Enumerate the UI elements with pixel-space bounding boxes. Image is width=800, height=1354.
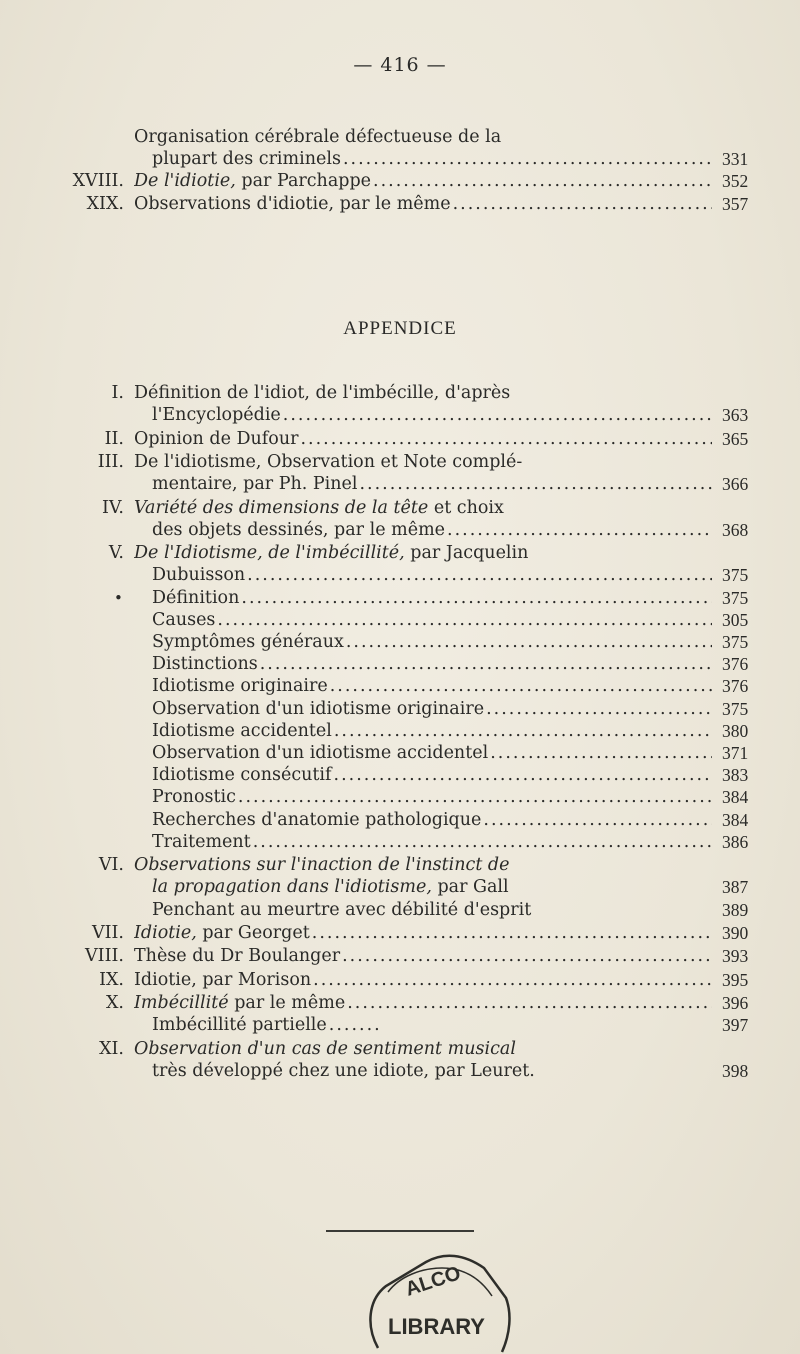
toc-entry-text: Définition de l'idiot, de l'imbécille, d'après [134, 383, 511, 403]
dot-leader [258, 653, 712, 675]
toc-line [0, 675, 800, 697]
dot-leader [281, 404, 712, 426]
dot-leader [251, 831, 712, 853]
toc-line [0, 922, 800, 944]
toc-entry-italic: la propagation dans l'idiotisme, [152, 877, 432, 898]
toc-entry-text: Symptômes généraux [152, 632, 344, 652]
toc-bullet: • [114, 588, 123, 607]
toc-page-number: 397 [722, 1015, 749, 1036]
toc-entry-text: Imbécillité par le même [134, 993, 346, 1014]
toc-entry-text: plupart des criminels [152, 149, 341, 170]
toc-entry-italic: Imbécillité [134, 993, 229, 1014]
toc-line [0, 992, 800, 1014]
dot-leader [239, 587, 712, 609]
toc-entry-text: Idiotisme consécutif [152, 765, 332, 786]
toc-entry-text: Pronostic [152, 787, 236, 808]
toc-page-number: 398 [722, 1061, 749, 1081]
toc-entry-italic: Observations sur l'inaction de l'instinct de [134, 855, 510, 876]
dot-leader [451, 193, 712, 215]
toc-entry-text: la propagation dans l'idiotisme, par Gall [152, 877, 509, 898]
dot-leader [245, 564, 712, 586]
toc-page-number: 375 [722, 587, 749, 608]
toc-line [0, 899, 800, 921]
toc-page-number: 386 [722, 831, 749, 852]
dot-leader [345, 992, 712, 1014]
toc-entry-text: Idiotisme accidentel [152, 720, 332, 741]
toc-numeral: VII. [91, 923, 124, 943]
toc-entry-text: Observations d'idiotie, par le même [134, 193, 451, 214]
toc-line [0, 170, 800, 192]
toc-line [0, 473, 800, 495]
toc-entry-italic: Idiotie, [134, 923, 197, 943]
end-rule [326, 1230, 474, 1232]
toc-page-number: 376 [722, 676, 749, 697]
toc-numeral: IV. [101, 497, 124, 518]
toc-entry-text: Idiotisme originaire [152, 676, 328, 697]
toc-entry-text [134, 1038, 516, 1060]
toc-numeral: IX. [99, 969, 124, 990]
toc-line [0, 193, 800, 215]
toc-page-number: 365 [722, 428, 749, 449]
toc-page-number: 384 [722, 787, 749, 808]
toc-line [0, 969, 800, 991]
dot-leader [481, 809, 712, 831]
toc-entry-text: Définition [152, 587, 240, 608]
toc-line [0, 428, 800, 450]
toc-numeral: VI. [98, 855, 124, 876]
stamp-text: LIBRARY [388, 1314, 485, 1339]
toc-numeral: VIII. [85, 946, 124, 967]
toc-line [0, 519, 800, 541]
toc-entry-text: De l'Idiotisme, de l'imbécillité, par Jacquelin [134, 543, 529, 564]
toc-entry-text: Opinion de Dufour [134, 428, 299, 449]
toc-page-number: 396 [722, 993, 749, 1014]
toc-page-number: 305 [722, 609, 749, 630]
dot-leader [310, 922, 712, 944]
toc-line [0, 945, 800, 967]
dot-leader [327, 1014, 381, 1036]
toc-entry-text: Penchant au meurtre avec débilité d'esprit [152, 899, 532, 920]
toc-line [0, 451, 800, 473]
toc-line [0, 564, 800, 586]
toc-line [0, 720, 800, 742]
dot-leader [332, 764, 713, 786]
toc-line [0, 631, 800, 653]
toc-line [0, 148, 800, 170]
toc-entry-italic: De l'idiotie, [134, 171, 236, 192]
toc-page-number: 376 [722, 654, 749, 675]
dot-leader [488, 742, 712, 764]
toc-page-number: 368 [722, 519, 749, 540]
toc-line [0, 542, 800, 564]
toc-entry-text: Variété des dimensions de la tête et choix [134, 497, 504, 518]
library-stamp [360, 1248, 520, 1354]
toc-entry-text: Thèse du Dr Boulanger [134, 946, 341, 967]
toc-entry-text: De l'idiotisme, Observation et Note complé- [134, 452, 523, 472]
toc-entry-text: Observation d'un idiotisme accidentel [152, 743, 489, 763]
toc-numeral: V. [108, 543, 124, 564]
toc-line [0, 653, 800, 675]
toc-entry-text: Dubuisson [152, 565, 246, 586]
toc-page-number: 331 [722, 149, 749, 170]
toc-entry-text: Traitement [152, 831, 251, 852]
toc-line [0, 809, 800, 831]
dot-leader [328, 675, 712, 697]
toc-entry-text: Observation d'un idiotisme originaire [152, 698, 485, 719]
library-stamp-graphic [360, 1248, 520, 1354]
appendix-heading: APPENDICE [343, 318, 457, 339]
toc-line [0, 1014, 800, 1036]
toc-line [0, 1060, 800, 1082]
toc-page-number: 352 [722, 171, 749, 192]
toc-entry-text: Causes [152, 609, 216, 630]
toc-entry-text: très développé chez une idiote, par Leuret. [152, 1061, 535, 1081]
toc-page-number: 357 [722, 193, 749, 214]
toc-page-number: 383 [722, 765, 749, 786]
toc-line [0, 831, 800, 853]
toc-page-number: 366 [722, 474, 749, 495]
dot-leader [371, 170, 712, 192]
toc-entry-text: De l'idiotie, par Parchappe [134, 171, 372, 192]
toc-page-number: 384 [722, 809, 749, 830]
dot-leader [215, 609, 712, 631]
toc-page-number: 375 [722, 698, 749, 719]
toc-numeral: XIX. [86, 193, 124, 214]
dot-leader [340, 945, 712, 967]
toc-page-number: 363 [722, 405, 749, 426]
toc-line [0, 404, 800, 426]
toc-line [0, 876, 800, 898]
toc-page-number: 375 [722, 632, 749, 652]
toc-line [0, 126, 800, 148]
dot-leader [311, 969, 712, 991]
dot-leader [484, 698, 712, 720]
toc-page-number: 393 [722, 946, 749, 967]
stamp-top-text: ALCO [402, 1262, 464, 1301]
dot-leader [445, 519, 712, 541]
toc-numeral: XI. [99, 1038, 124, 1059]
toc-page-number: 395 [722, 969, 749, 990]
toc-entry-text [134, 854, 509, 876]
toc-line [0, 742, 800, 764]
toc-numeral: I. [111, 383, 124, 403]
toc-entry-text: Distinctions [152, 654, 258, 675]
dot-leader [298, 428, 712, 450]
dot-leader [344, 631, 712, 653]
toc-page-number: 389 [722, 899, 749, 920]
toc-entry-text: Recherches d'anatomie pathologique [152, 809, 482, 830]
toc-line [0, 609, 800, 631]
toc-entry-text: Organisation cérébrale défectueuse de la [134, 127, 502, 147]
page-number: — 416 — [353, 54, 447, 76]
toc-entry-italic: Variété des dimensions de la tête [134, 497, 429, 518]
dot-leader [236, 786, 712, 808]
toc-entry-italic: Observation d'un cas de sentiment musical [134, 1038, 516, 1059]
toc-line [0, 382, 800, 404]
toc-page-number: 380 [722, 720, 749, 741]
toc-entry-text: Idiotie, par Morison [134, 969, 312, 990]
toc-entry-text: Imbécillité partielle [152, 1015, 327, 1036]
toc-page-number: 390 [722, 923, 749, 943]
toc-entry-text: des objets dessinés, par le même [152, 519, 446, 540]
toc-numeral: X. [105, 993, 124, 1014]
toc-entry-text: Idiotie, par Georget [134, 923, 310, 943]
toc-page-number: 375 [722, 565, 749, 586]
toc-line [0, 587, 800, 609]
toc-entry-italic: De l'Idiotisme, de l'imbécillité, [134, 543, 405, 564]
toc-entry-text: l'Encyclopédie [152, 405, 281, 426]
toc-entry-text: mentaire, par Ph. Pinel [152, 474, 358, 495]
toc-page-number: 371 [722, 743, 749, 763]
toc-numeral: II. [104, 428, 124, 449]
toc-line [0, 764, 800, 786]
toc-numeral: XVIII. [72, 171, 124, 192]
dot-leader [357, 473, 712, 495]
dot-leader [332, 720, 712, 742]
toc-line [0, 854, 800, 876]
toc-line [0, 1038, 800, 1060]
toc-numeral: III. [97, 452, 124, 472]
toc-line [0, 786, 800, 808]
toc-line [0, 497, 800, 519]
dot-leader [341, 148, 712, 170]
toc-line [0, 698, 800, 720]
toc-page-number: 387 [722, 877, 749, 898]
